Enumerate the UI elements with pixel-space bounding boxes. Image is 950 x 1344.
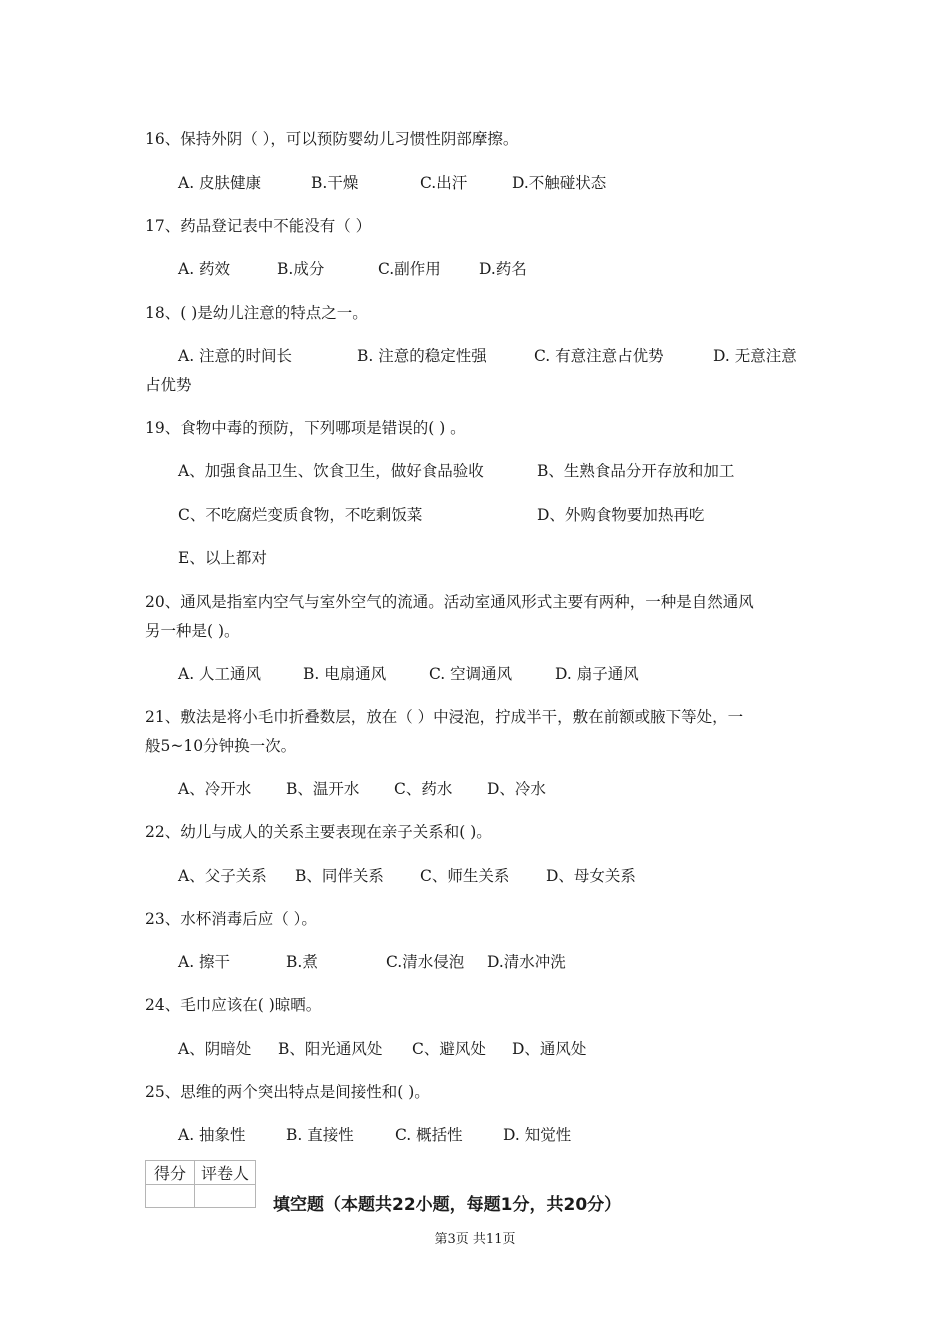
q21-option-d: D、冷水 [487, 780, 546, 798]
q18-option-d-continuation: 占优势 [145, 376, 192, 394]
q23-option-a: A. 擦干 [178, 953, 231, 971]
question-23-stem: 23、水杯消毒后应（ ）。 [145, 910, 317, 928]
q20-option-a: A. 人工通风 [178, 665, 262, 683]
q19-option-d: D、外购食物要加热再吃 [537, 506, 705, 524]
q21-option-c: C、药水 [394, 780, 453, 798]
q21-option-a: A、冷开水 [178, 780, 252, 798]
q24-option-a: A、阴暗处 [178, 1040, 252, 1058]
q18-option-a: A. 注意的时间长 [178, 347, 293, 365]
q16-option-a: A. 皮肤健康 [178, 174, 262, 192]
score-cell [146, 1185, 195, 1208]
q19-option-e: E、以上都对 [178, 549, 267, 567]
q17-option-c: C.副作用 [378, 260, 441, 278]
q24-option-b: B、阳光通风处 [278, 1040, 383, 1058]
q24-option-d: D、通风处 [512, 1040, 587, 1058]
q23-option-b: B.煮 [286, 953, 318, 971]
q19-option-a: A、加强食品卫生、饮食卫生，做好食品验收 [178, 462, 484, 480]
q24-option-c: C、避风处 [412, 1040, 486, 1058]
question-22-stem: 22、幼儿与成人的关系主要表现在亲子关系和( )。 [145, 823, 492, 841]
q23-option-d: D.清水冲洗 [487, 953, 566, 971]
q19-option-c: C、不吃腐烂变质食物，不吃剩饭菜 [178, 506, 423, 524]
q18-option-b: B. 注意的稳定性强 [357, 347, 487, 365]
question-24-stem: 24、毛巾应该在( )晾晒。 [145, 996, 322, 1014]
q17-option-b: B.成分 [277, 260, 325, 278]
q22-option-d: D、母女关系 [546, 867, 636, 885]
q17-option-a: A. 药效 [178, 260, 231, 278]
score-label: 得分 [146, 1161, 195, 1185]
question-19-stem: 19、食物中毒的预防，下列哪项是错误的( ) 。 [145, 419, 466, 437]
q25-option-a: A. 抽象性 [178, 1126, 246, 1144]
q20-option-b: B. 电扇通风 [303, 665, 387, 683]
question-25-stem: 25、思维的两个突出特点是间接性和( )。 [145, 1083, 430, 1101]
q20-option-c: C. 空调通风 [429, 665, 513, 683]
question-21-stem: 21、敷法是将小毛巾折叠数层，放在（ ）中浸泡，拧成半干，敷在前额或腋下等处，一 [145, 708, 744, 726]
q16-option-c: C.出汗 [420, 174, 468, 192]
q25-option-d: D. 知觉性 [503, 1126, 572, 1144]
q21-option-b: B、温开水 [286, 780, 360, 798]
grader-label: 评卷人 [195, 1161, 256, 1185]
q16-option-d: D.不触碰状态 [512, 174, 607, 192]
section-title: 填空题（本题共22小题，每题1分，共20分） [273, 1195, 622, 1215]
q17-option-d: D.药名 [479, 260, 527, 278]
question-20-stem-continuation: 另一种是( )。 [145, 622, 240, 640]
q22-option-c: C、师生关系 [420, 867, 510, 885]
score-table [145, 1160, 256, 1208]
q22-option-a: A、父子关系 [178, 867, 267, 885]
q23-option-c: C.清水侵泡 [386, 953, 465, 971]
q20-option-d: D. 扇子通风 [555, 665, 639, 683]
question-17-stem: 17、药品登记表中不能没有（ ） [145, 217, 372, 235]
page-footer: 第3页 共11页 [434, 1232, 516, 1247]
q19-option-b: B、生熟食品分开存放和加工 [537, 462, 735, 480]
q18-option-d: D. 无意注意 [713, 347, 797, 365]
q22-option-b: B、同伴关系 [295, 867, 384, 885]
question-21-stem-continuation: 般5~10分钟换一次。 [145, 737, 297, 755]
question-18-stem: 18、( )是幼儿注意的特点之一。 [145, 304, 368, 322]
question-20-stem: 20、通风是指室内空气与室外空气的流通。活动室通风形式主要有两种，一种是自然通风 [145, 593, 754, 611]
q25-option-c: C. 概括性 [395, 1126, 463, 1144]
question-16-stem: 16、保持外阴（ ），可以预防婴幼儿习惯性阴部摩擦。 [145, 130, 519, 148]
grader-cell [195, 1185, 256, 1208]
q18-option-c: C. 有意注意占优势 [534, 347, 664, 365]
q25-option-b: B. 直接性 [286, 1126, 354, 1144]
q16-option-b: B.干燥 [311, 174, 359, 192]
